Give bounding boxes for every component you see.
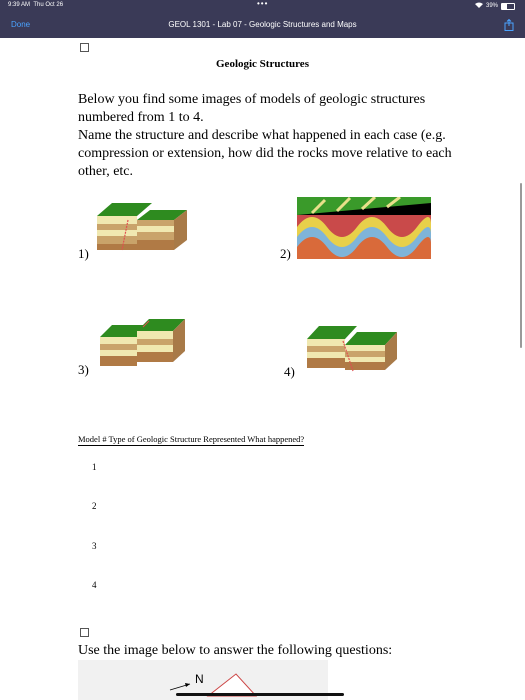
multitask-dots[interactable]: ••• [257, 0, 269, 8]
done-button[interactable]: Done [11, 20, 31, 29]
instructions-text [78, 91, 478, 181]
intro-paragraph-1: Below you find some images of models of geologic structures numbered from 1 to 4. [78, 92, 426, 125]
page-heading: Geologic Structures [216, 58, 309, 70]
reverse-fault-block-diagram [305, 319, 405, 379]
status-time: 9:39 AM Thu Oct 26 [8, 2, 64, 8]
table-row-3: 3 [92, 541, 97, 551]
folded-layers-block-diagram [297, 197, 431, 259]
scrollbar[interactable] [520, 183, 522, 348]
normal-fault-block-diagram [92, 198, 192, 258]
wifi-icon [475, 2, 483, 10]
intro-paragraph-2: Name the structure and describe what happened in each case (e.g. compression or extension, how did the rocks move relative to each other, etc. [78, 128, 452, 179]
figure-label-2: 2) [280, 246, 291, 261]
nav-bar [0, 10, 525, 38]
north-label: N [195, 672, 204, 686]
document-title: GEOL 1301 - Lab 07 - Geologic Structures and Maps [168, 20, 357, 29]
status-right [475, 2, 515, 10]
battery-icon [501, 3, 515, 10]
checkbox-bottom[interactable] [80, 628, 89, 637]
table-row-4: 4 [92, 580, 97, 590]
figure-label-3: 3) [78, 362, 89, 377]
battery-percent: 39% [485, 3, 498, 9]
home-indicator[interactable] [176, 693, 344, 696]
table-row-1: 1 [92, 462, 97, 472]
question-text: Use the image below to answer the following questions: [78, 643, 393, 658]
table-header: Model # Type of Geologic Structure Represented What happened? [78, 434, 305, 444]
figure-label-4: 4) [284, 364, 295, 379]
checkbox-top[interactable] [80, 43, 89, 52]
status-bar [0, 0, 525, 10]
strike-slip-fault-block-diagram [97, 315, 189, 375]
table-row-2: 2 [92, 501, 97, 511]
figure-label-1: 1) [78, 246, 89, 261]
share-icon[interactable] [504, 18, 514, 30]
